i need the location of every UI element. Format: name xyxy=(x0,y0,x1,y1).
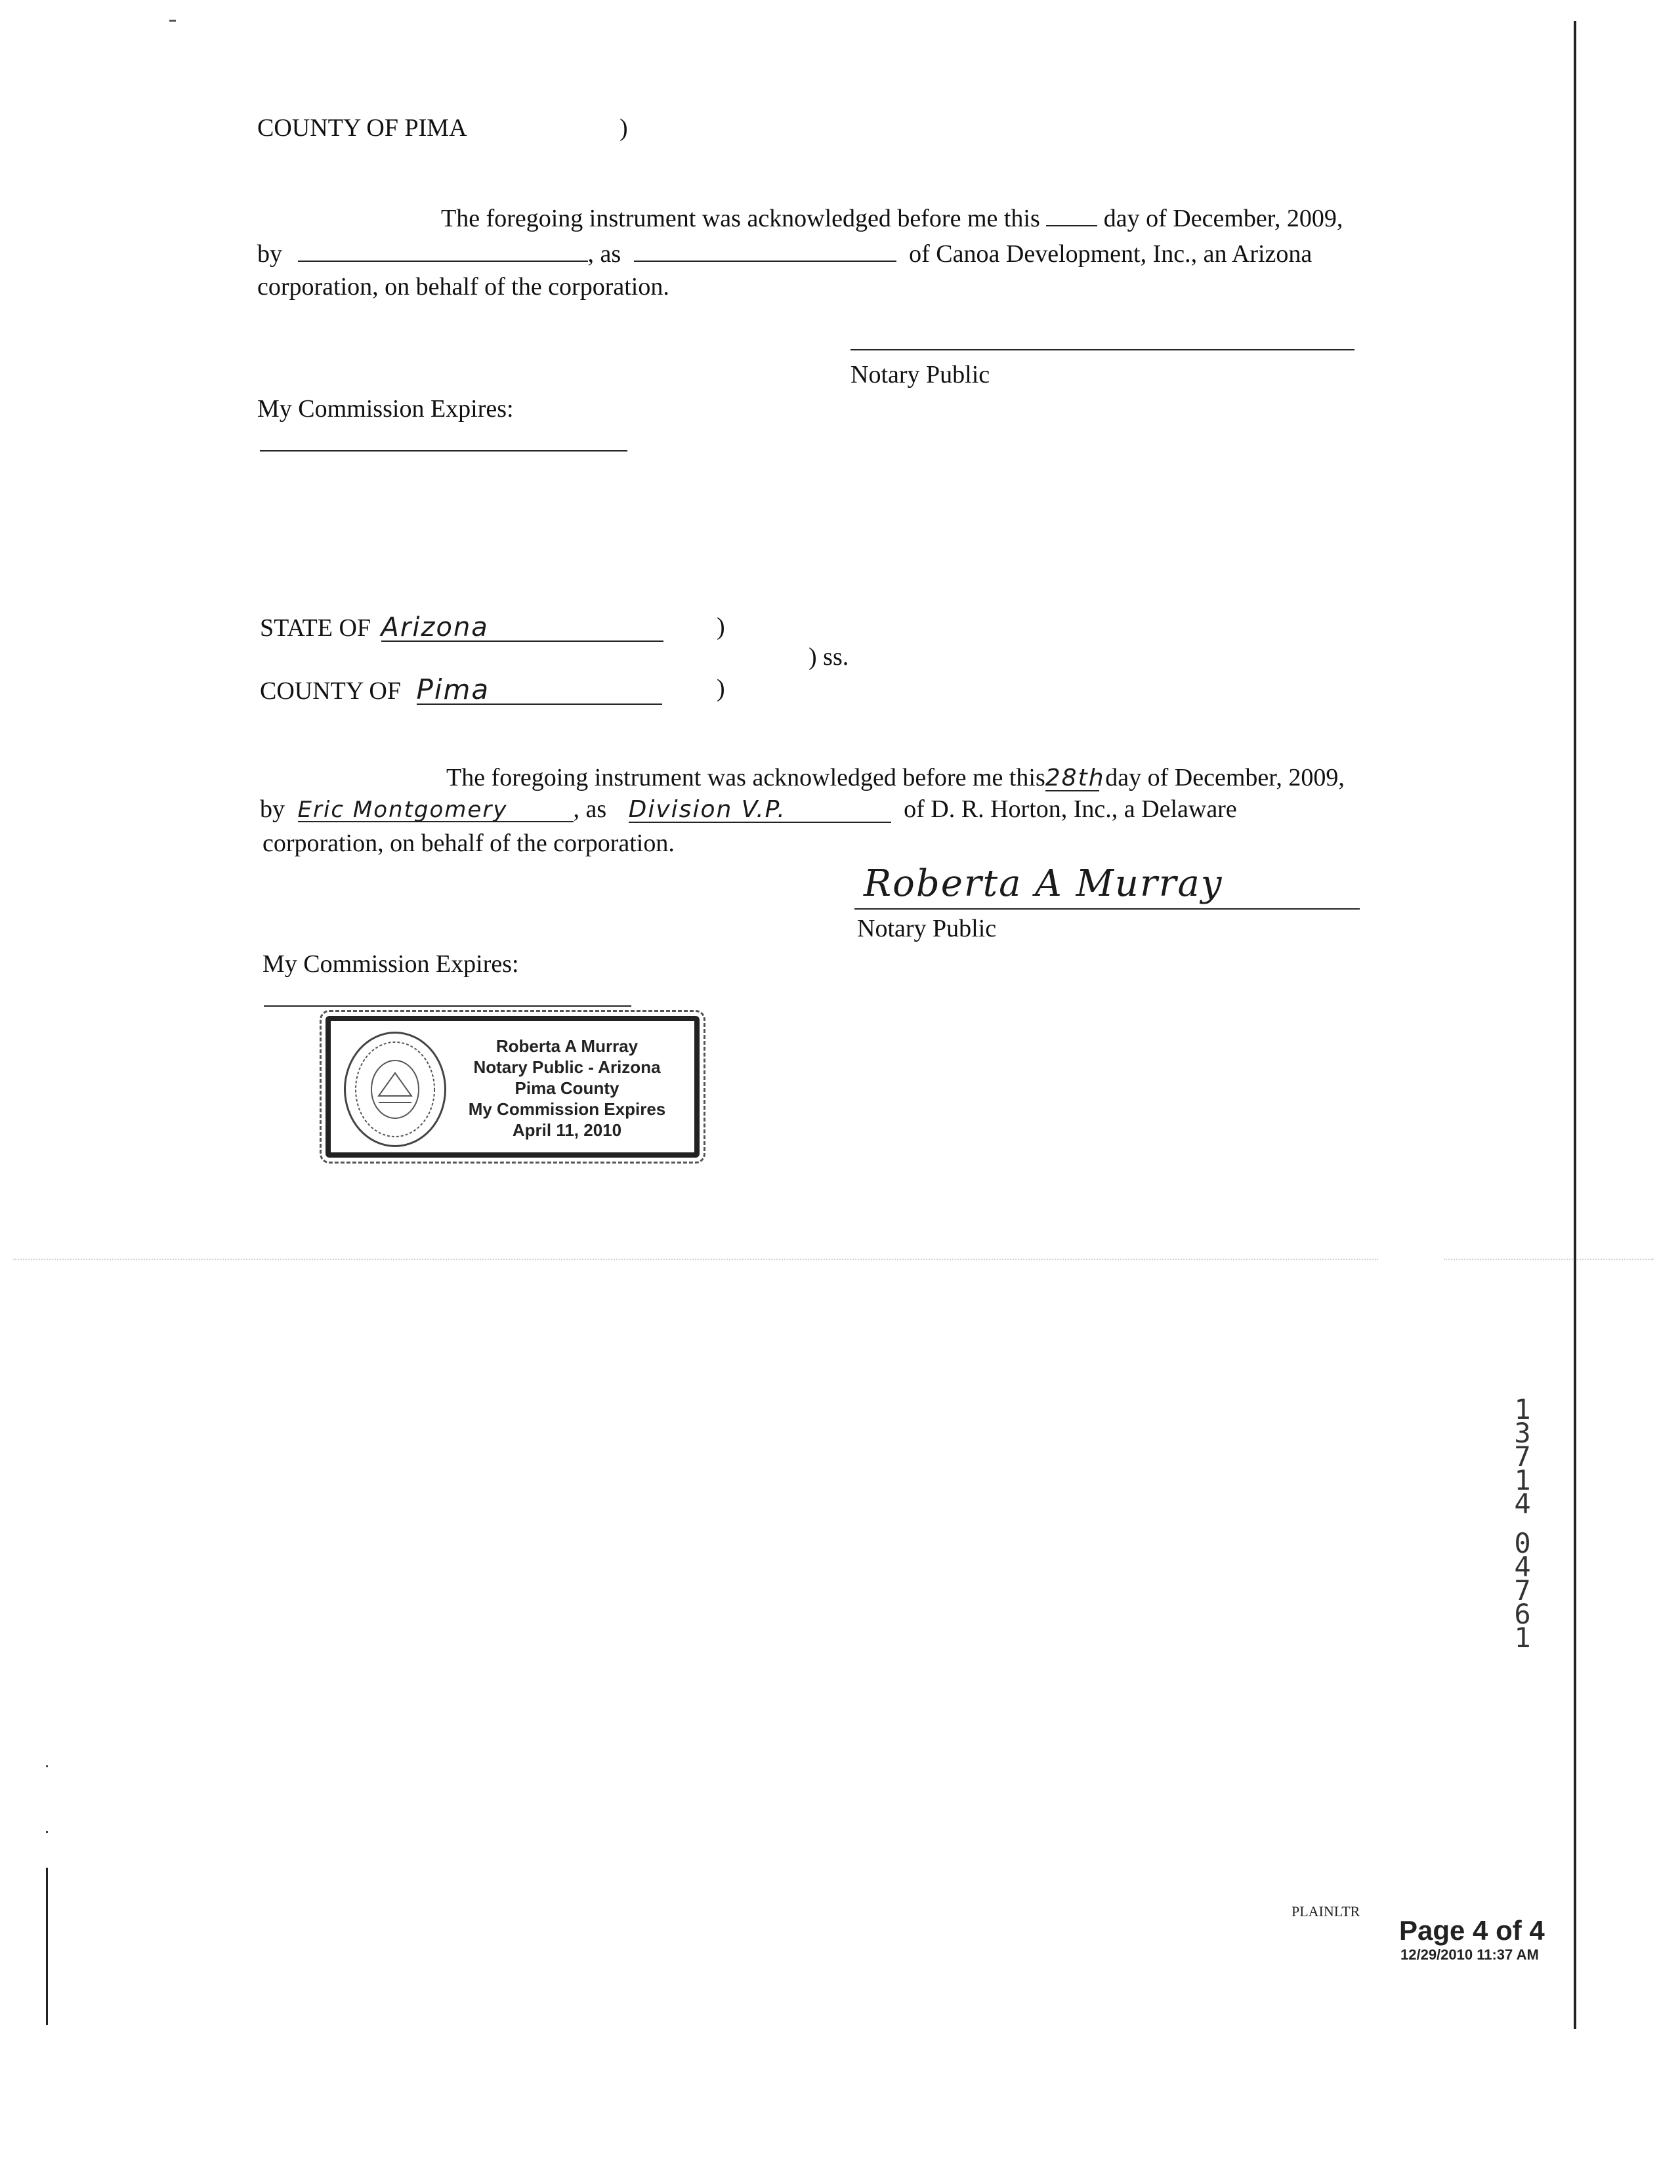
stamp-title: Notary Public - Arizona xyxy=(473,1057,661,1077)
state-label: STATE OF xyxy=(260,614,371,642)
stamp-name: Roberta A Murray xyxy=(495,1036,639,1056)
notary-label-2: Notary Public xyxy=(857,915,997,942)
digit: 1 xyxy=(1514,1622,1531,1654)
digit: 1 xyxy=(1514,1464,1531,1496)
stamp-expires-date: April 11, 2010 xyxy=(512,1120,622,1140)
ack-line3-block1: corporation, on behalf of the corporation. xyxy=(257,273,669,301)
county-label-1: COUNTY OF PIMA xyxy=(257,114,467,142)
ack-line1-block1 xyxy=(441,206,1343,231)
ack-tail-2: of D. R. Horton, Inc., a Delaware xyxy=(904,795,1237,823)
commission-line-1 xyxy=(260,450,627,452)
ack-text-a: The foregoing instrument was acknowledged before me this xyxy=(441,205,1040,232)
digit: 3 xyxy=(1514,1417,1531,1449)
right-edge-line xyxy=(1574,21,1576,2029)
ack-text-a-2: The foregoing instrument was acknowledged before me this xyxy=(446,764,1045,791)
commission-label-1: My Commission Expires: xyxy=(257,395,514,423)
commission-label-2: My Commission Expires: xyxy=(262,950,519,978)
ack-text-b-2: day of December, 2009, xyxy=(1105,764,1345,791)
stamp-text xyxy=(455,1036,679,1141)
ack-text-b: day of December, 2009, xyxy=(1103,205,1343,232)
notary-signature-line-2 xyxy=(854,908,1360,910)
ack-line3-block2: corporation, on behalf of the corporation. xyxy=(262,830,675,857)
ack-line2-block2 xyxy=(260,797,1237,823)
as-label: , as xyxy=(587,240,621,268)
digit: 4 xyxy=(1514,1488,1531,1520)
notary-label-1: Notary Public xyxy=(850,361,990,388)
scan-mark xyxy=(46,1831,48,1833)
digit: 1 xyxy=(1514,1393,1531,1425)
digit: 0 xyxy=(1514,1527,1531,1559)
by-value: Eric Montgomery xyxy=(298,799,574,822)
scan-fold-line-right xyxy=(1444,1259,1654,1260)
by-label: by xyxy=(257,240,282,268)
digit: 6 xyxy=(1514,1598,1531,1630)
by-blank xyxy=(298,261,588,262)
state-seal-icon xyxy=(344,1032,446,1147)
as-value: Division V.P. xyxy=(629,798,891,823)
stamp-expires-label: My Commission Expires xyxy=(468,1099,666,1119)
state-value: Arizona xyxy=(381,614,663,642)
notary-signature: Roberta A Murray xyxy=(864,862,1223,905)
digit: 4 xyxy=(1514,1551,1531,1583)
scan-mark xyxy=(46,1765,48,1767)
state-paren: ) xyxy=(717,613,725,640)
county-paren-1: ) xyxy=(620,114,628,142)
scan-mark xyxy=(169,20,176,22)
scan-fold-line xyxy=(13,1259,1378,1260)
county-label-2: COUNTY OF xyxy=(260,677,401,705)
page-number: Page 4 of 4 xyxy=(1399,1915,1545,1946)
digit: 7 xyxy=(1514,1574,1531,1606)
digit: 7 xyxy=(1514,1440,1531,1473)
as-label-2: , as xyxy=(573,795,607,823)
ack-line2-block1 xyxy=(257,242,1312,266)
ack-line1-block2 xyxy=(446,765,1345,791)
ack-day-value: 28th xyxy=(1045,765,1105,791)
commission-line-2 xyxy=(264,1005,631,1007)
county-paren-2: ) xyxy=(717,675,725,702)
by-label-2: by xyxy=(260,795,285,823)
county-value: Pima xyxy=(417,676,662,705)
as-blank xyxy=(634,261,896,262)
left-edge-line xyxy=(46,1868,48,2025)
county-row xyxy=(260,673,662,705)
notary-stamp xyxy=(326,1016,700,1158)
footer-code: PLAINLTR xyxy=(1292,1903,1360,1920)
day-blank xyxy=(1046,225,1097,226)
stamp-county: Pima County xyxy=(514,1078,620,1098)
ss-label: ) ss. xyxy=(808,643,849,671)
recording-number xyxy=(1509,1393,1536,1654)
notary-signature-line-1 xyxy=(850,349,1354,350)
ack-tail: of Canoa Development, Inc., an Arizona xyxy=(909,240,1312,268)
print-datetime: 12/29/2010 11:37 AM xyxy=(1400,1946,1539,1963)
state-row xyxy=(260,614,663,642)
